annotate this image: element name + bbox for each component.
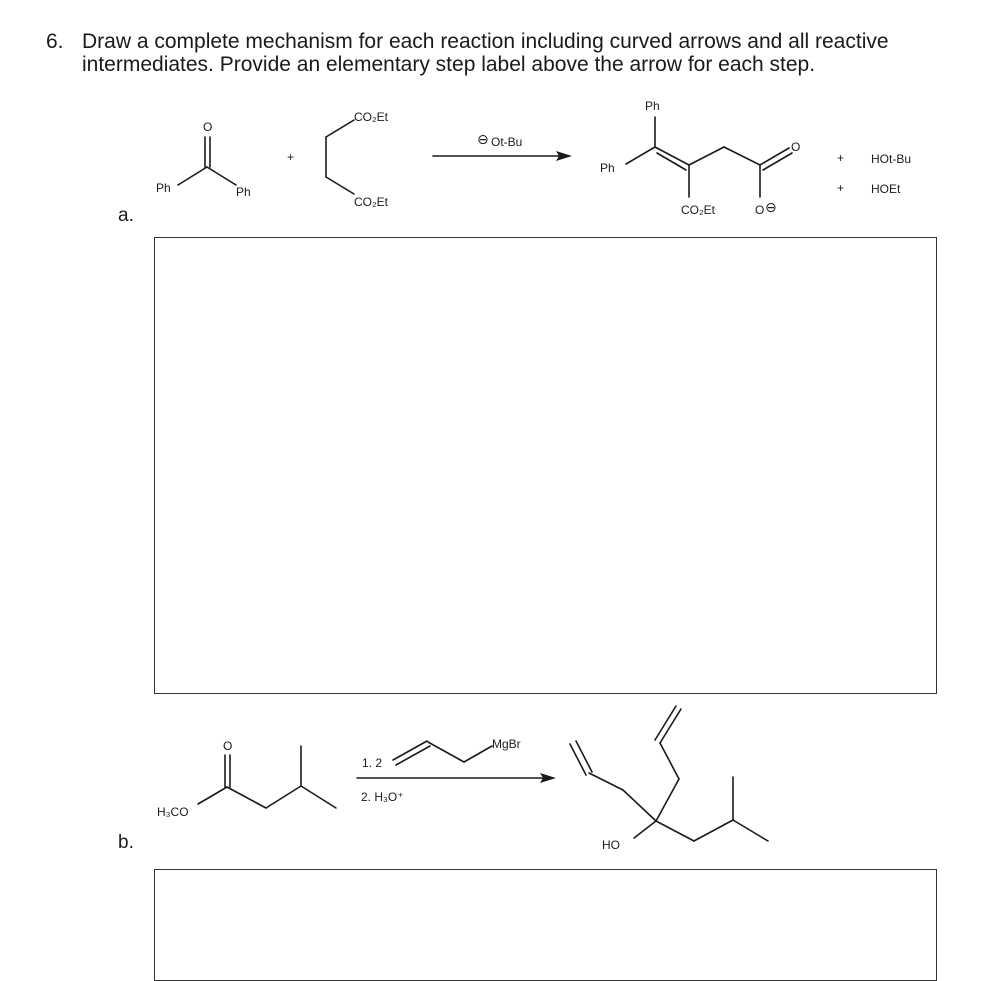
- byproduct-etoh: HOEt: [871, 182, 901, 196]
- step2-label: 2. H₃O⁺: [361, 790, 404, 804]
- byproducts: [837, 151, 911, 196]
- ester-b-methoxy: H₃CO: [157, 805, 189, 819]
- product-alkoxide-charge: ⊖: [765, 199, 777, 215]
- ketone-left-group: Ph: [156, 181, 171, 195]
- product-ester: CO₂Et: [681, 203, 715, 217]
- ester-b-oxygen: O: [223, 739, 233, 753]
- product-b-structure: [570, 706, 768, 852]
- byproduct-plus-2: +: [837, 181, 845, 195]
- product-alkoxide-o: O: [755, 203, 765, 217]
- ketone-right-group: Ph: [236, 185, 251, 199]
- ketone-structure: [156, 120, 251, 199]
- grignard-label: MgBr: [492, 737, 521, 751]
- reaction-arrow-b: [357, 737, 556, 804]
- product-a-structure: [600, 99, 800, 217]
- ketone-oxygen: O: [203, 120, 213, 134]
- diester-top-group: CO₂Et: [354, 110, 388, 124]
- product-carbonyl-o: O: [791, 140, 801, 154]
- question-text: Draw a complete mechanism for each reaction including curved arrows and all reactive intermediates. Provide an elementary step label above the arrow for each step.: [82, 30, 889, 76]
- byproduct-plus-1: +: [837, 151, 845, 165]
- ester-b-structure: [157, 739, 336, 819]
- product-left-group: Ph: [600, 161, 615, 175]
- product-top-group: Ph: [645, 99, 660, 113]
- reaction-arrow-a: [433, 131, 572, 161]
- byproduct-tbuoh: HOt-Bu: [871, 152, 912, 166]
- plus-sign-a: +: [287, 150, 295, 164]
- diester-bottom-group: CO₂Et: [354, 195, 388, 209]
- part-b-label: b.: [118, 832, 134, 853]
- diester-structure: [326, 110, 389, 209]
- reagent-base: Ot-Bu: [491, 135, 523, 149]
- step1-number: 1. 2: [362, 756, 383, 770]
- reagent-charge: ⊖: [477, 131, 489, 147]
- product-b-oh: HO: [602, 838, 620, 852]
- part-a-label: a.: [118, 205, 134, 226]
- question-number: 6.: [46, 30, 64, 53]
